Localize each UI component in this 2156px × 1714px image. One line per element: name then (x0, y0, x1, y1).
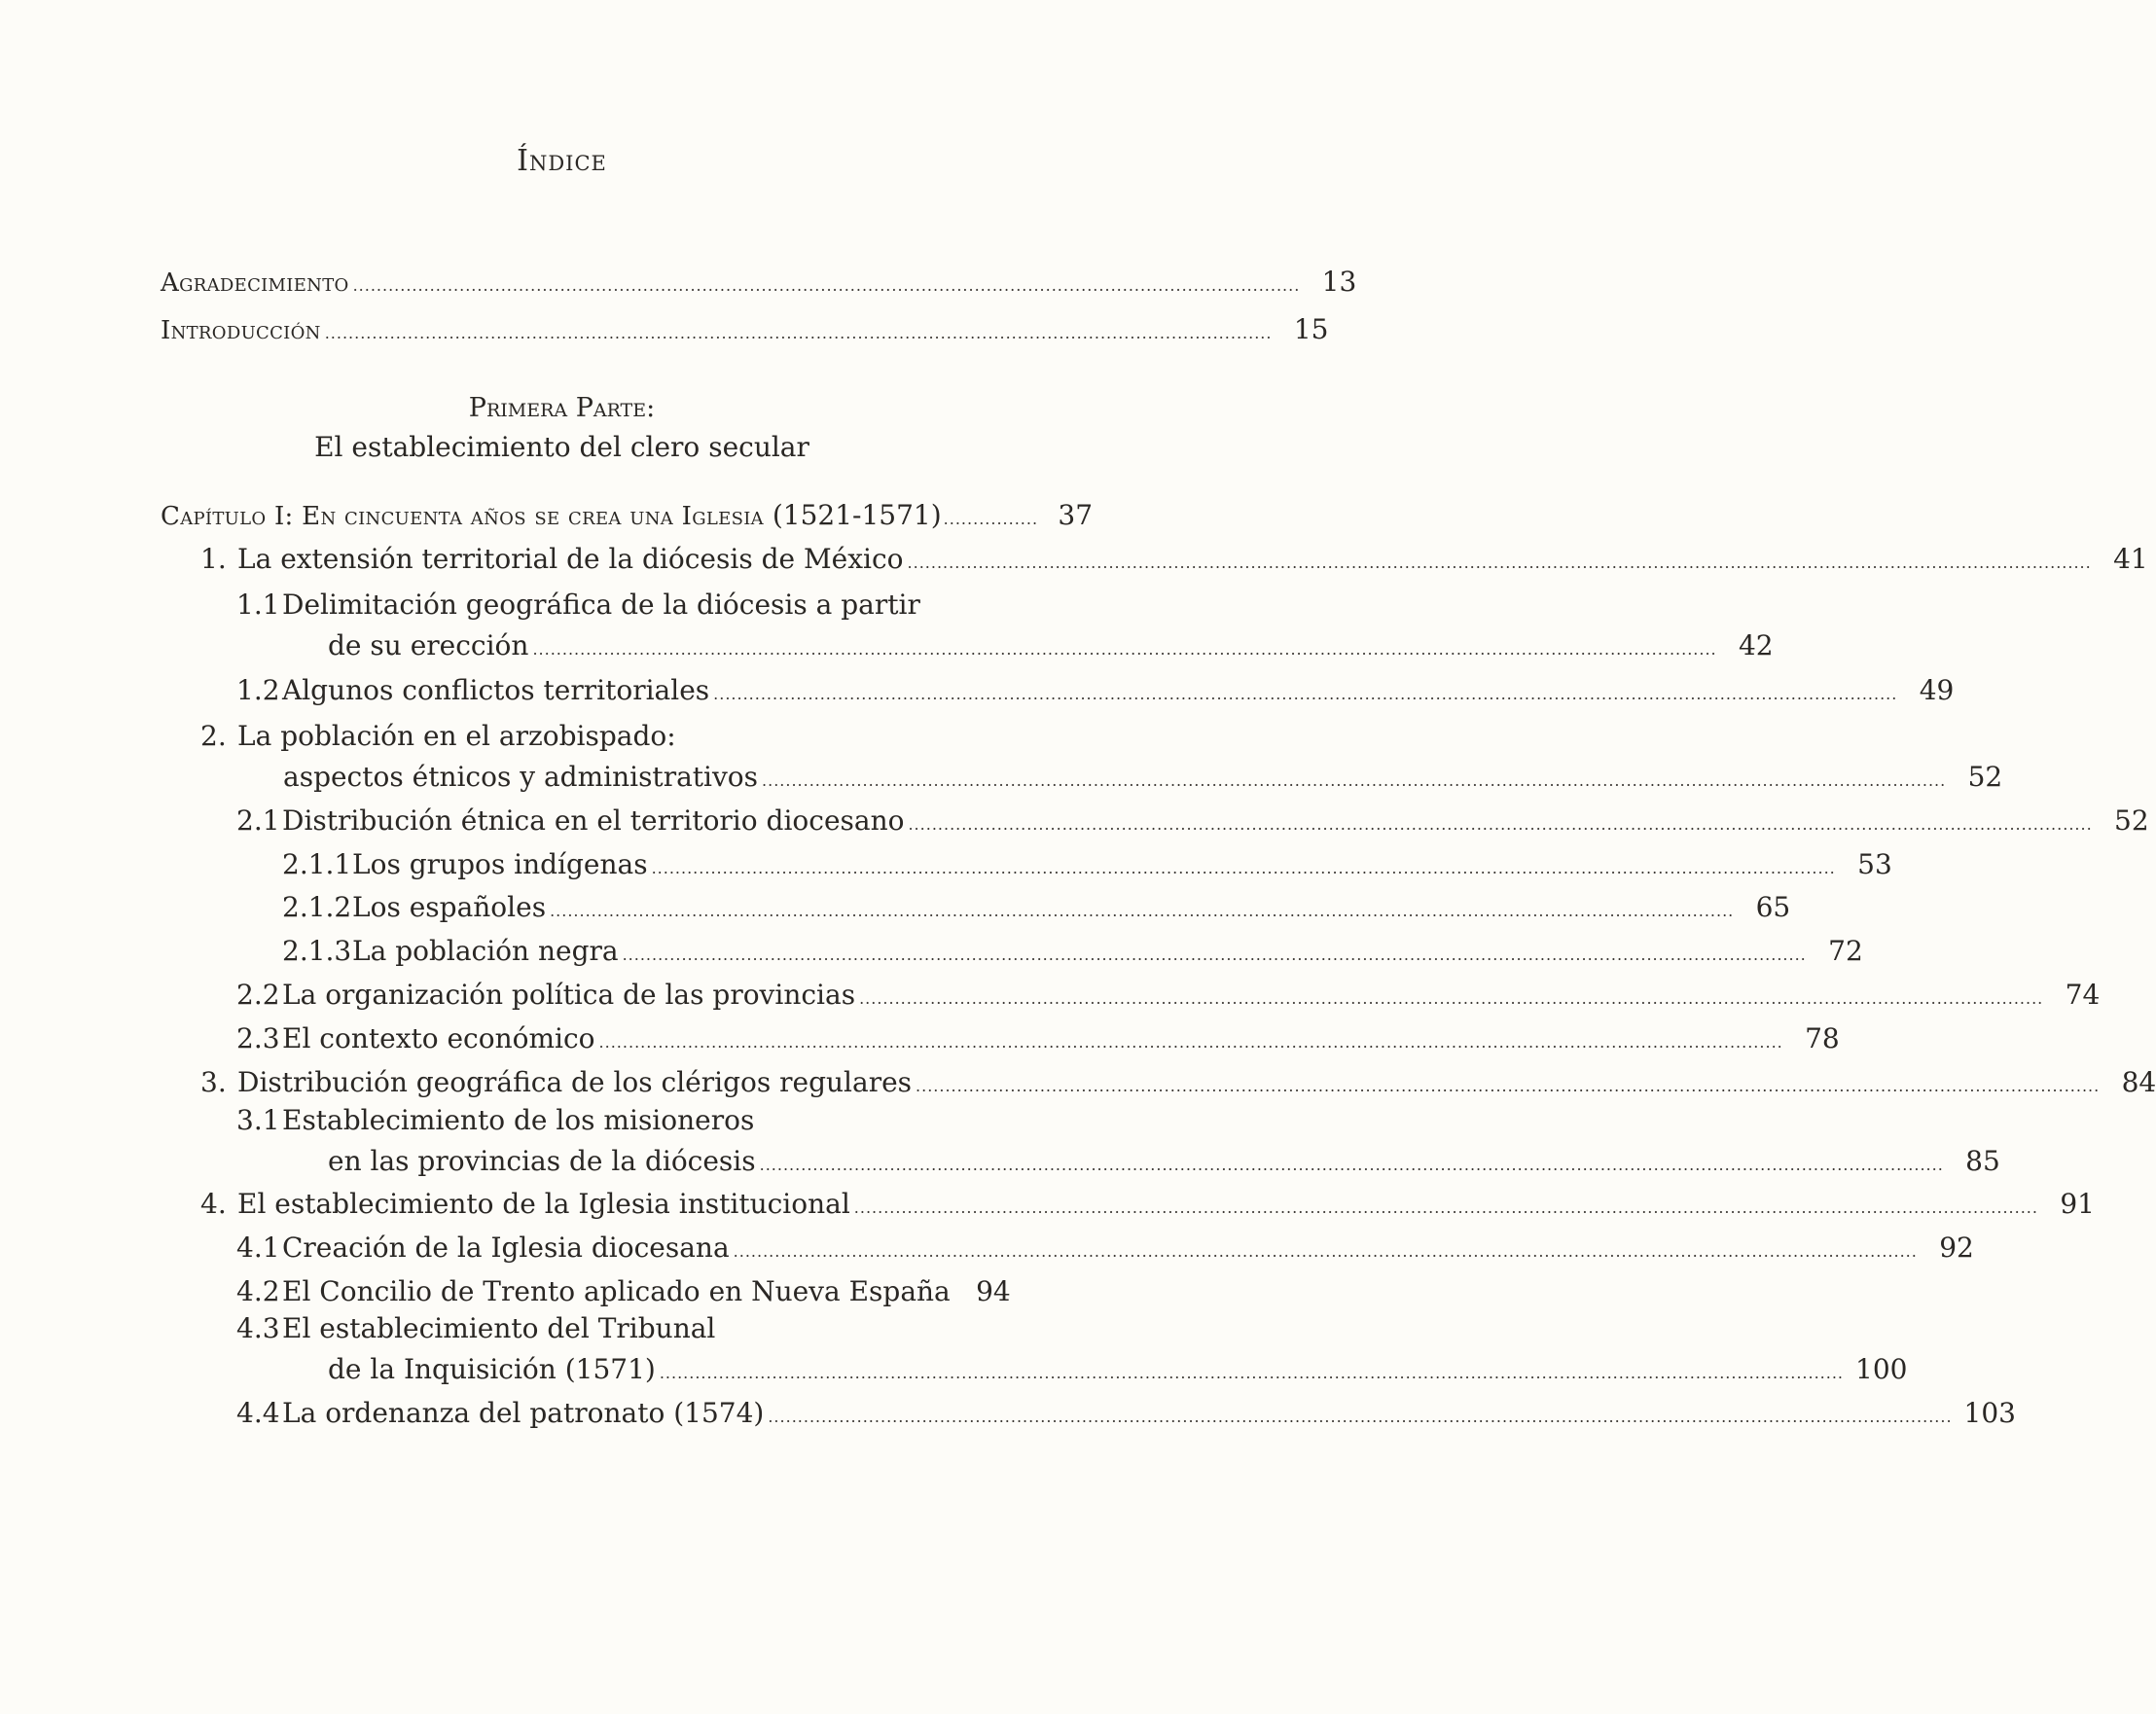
leader-dots: ........................................................................................................................................................................................................ (733, 1242, 1918, 1261)
toc-entry[interactable] (282, 934, 1863, 969)
part-subtitle: El establecimiento del clero secular (314, 431, 809, 463)
entry-number: 3.1 (236, 1104, 280, 1136)
entry-label: Introducción (161, 316, 321, 345)
toc-entry[interactable] (200, 1187, 2095, 1222)
entry-number: 4. (200, 1188, 227, 1220)
entry-page: 74 (2065, 979, 2101, 1011)
toc-entry[interactable] (282, 847, 1892, 882)
entry-number: 4.1 (236, 1232, 280, 1264)
entry-label: de la Inquisición (1571) (328, 1353, 656, 1385)
toc-entry[interactable] (236, 803, 2149, 839)
leader-dots: ........................................................................................................................................................................................................ (762, 771, 1947, 790)
entry-label: de su erección (328, 629, 529, 661)
entry-page: 37 (1058, 499, 1094, 531)
entry-page: 52 (1967, 761, 2003, 793)
leader-dots: ........................................................................................................................................................................................................ (598, 1033, 1783, 1052)
entry-page: 100 (1855, 1353, 1908, 1385)
toc-entry[interactable] (236, 1021, 1840, 1056)
entry-label: aspectos étnicos y administrativos (283, 761, 759, 793)
entry-number: 2.1 (236, 804, 280, 837)
entry-number: 2.1.2 (282, 891, 352, 923)
entry-number: 2.2 (236, 979, 280, 1011)
leader-dots: ........................................................................................................................................................................................................ (659, 1364, 1844, 1382)
leader-dots: ........................................................................................................................................................................................................ (532, 640, 1717, 659)
entry-label-first-line: Establecimiento de los misioneros (282, 1104, 755, 1136)
entry-page: 41 (2113, 543, 2148, 575)
entry-number: 3. (200, 1066, 227, 1098)
part-title: Primera Parte: (468, 393, 656, 423)
toc-entry[interactable] (200, 1065, 2156, 1100)
leader-dots: ........................................................................................................................................................................................................ (916, 1077, 2101, 1095)
entry-page: 52 (2114, 804, 2149, 837)
entry-number: 4.2 (236, 1275, 280, 1307)
entry-label: Los españoles (352, 891, 547, 923)
entry-number: 1. (200, 543, 227, 575)
toc-entry[interactable] (236, 1312, 1908, 1387)
leader-dots: ........................................................................................................................................................................................................ (759, 1156, 1944, 1174)
leader-dots: ........................................................................................................................................................................................................ (768, 1408, 1953, 1426)
toc-entry[interactable] (236, 1396, 2016, 1431)
entry-label: La organización política de las provincias (282, 979, 856, 1011)
entry-label: Creación de la Iglesia diocesana (282, 1232, 730, 1264)
toc-entry[interactable] (236, 589, 1774, 663)
entry-page: 15 (1293, 313, 1329, 345)
entry-label: El contexto económico (282, 1022, 595, 1054)
entry-label: Algunos conflictos territoriales (282, 674, 710, 706)
toc-entry-chapter-1[interactable] (161, 498, 1094, 533)
leader-dots: ........................................................................................................................................................................................................ (622, 946, 1807, 964)
leader-dots: ........................................................................................................................................................................................................ (859, 989, 2044, 1008)
leader-dots: ........................................................................................................................................................................................................ (550, 902, 1735, 920)
entry-number: 2.1.3 (282, 935, 352, 967)
entry-page: 72 (1828, 935, 1863, 967)
leader-dots: ................................................................................................................................................................ (352, 276, 1301, 295)
entry-label: en las provincias de la diócesis (328, 1145, 756, 1177)
entry-label: El Concilio de Trento aplicado en Nueva España (282, 1275, 951, 1307)
entry-label: Capítulo I: En cincuenta años se crea una Iglesia (1521-1571) (161, 499, 942, 531)
part-heading (0, 391, 1124, 465)
entry-page: 78 (1805, 1022, 1840, 1054)
entry-page: 13 (1321, 266, 1357, 298)
toc-entry-introduccion[interactable] (161, 312, 1329, 347)
leader-dots: ........................................................................................................................................................................................................ (907, 553, 2092, 572)
entry-number: 2. (200, 720, 227, 752)
entry-page: 85 (1965, 1145, 2000, 1177)
entry-label: Los grupos indígenas (352, 848, 648, 880)
entry-number: 4.4 (236, 1397, 280, 1429)
leader-dots: ........................................................................................................................................................................................................ (853, 1198, 2038, 1217)
toc-entry[interactable] (236, 1274, 1011, 1309)
entry-label: La población negra (352, 935, 619, 967)
entry-label: Agradecimiento (161, 268, 349, 298)
toc-entry[interactable] (282, 890, 1791, 925)
entry-label-first-line: El establecimiento del Tribunal (282, 1312, 716, 1344)
entry-number: 1.1 (236, 589, 280, 621)
leader-dots: ................ (943, 510, 1039, 528)
toc-entry[interactable] (236, 1231, 1974, 1266)
page-title: Índice (517, 144, 607, 178)
entry-page: 92 (1939, 1232, 1974, 1264)
toc-entry[interactable] (236, 1104, 2000, 1179)
entry-number: 4.3 (236, 1312, 280, 1344)
entry-label: Distribución étnica en el territorio diocesano (282, 804, 905, 837)
leader-dots: ........................................................................................................................................................................................................ (651, 859, 1836, 877)
entry-page: 42 (1738, 629, 1774, 661)
entry-label: El establecimiento de la Iglesia institucional (237, 1188, 850, 1220)
entry-number: 2.3 (236, 1022, 280, 1054)
entry-page: 65 (1755, 891, 1791, 923)
entry-label: La ordenanza del patronato (1574) (282, 1397, 765, 1429)
leader-dots: ........................................................................................................................................................................................................ (713, 685, 1898, 703)
entry-label: La extensión territorial de la diócesis de México (237, 543, 904, 575)
toc-entry[interactable] (200, 542, 2148, 577)
entry-page: 84 (2121, 1066, 2156, 1098)
entry-label-first-line: Delimitación geográfica de la diócesis a partir (282, 589, 920, 621)
toc-entry[interactable] (200, 720, 2003, 795)
toc-entry[interactable] (236, 978, 2101, 1013)
entry-page: 103 (1963, 1397, 2016, 1429)
entry-label: Distribución geográfica de los clérigos regulares (237, 1066, 913, 1098)
toc-entry[interactable] (236, 673, 1955, 708)
entry-label-first-line: La población en el arzobispado: (237, 720, 676, 752)
entry-page: 53 (1857, 848, 1892, 880)
entry-page: 49 (1919, 674, 1955, 706)
leader-dots: ........................................................................................................................................................................................................ (908, 815, 2093, 834)
entry-page: 94 (976, 1275, 1011, 1307)
entry-number: 2.1.1 (282, 848, 352, 880)
entry-number: 1.2 (236, 674, 280, 706)
entry-page: 91 (2060, 1188, 2095, 1220)
leader-dots: ................................................................................................................................................................ (324, 324, 1273, 342)
toc-entry-agradecimiento[interactable] (161, 265, 1357, 300)
